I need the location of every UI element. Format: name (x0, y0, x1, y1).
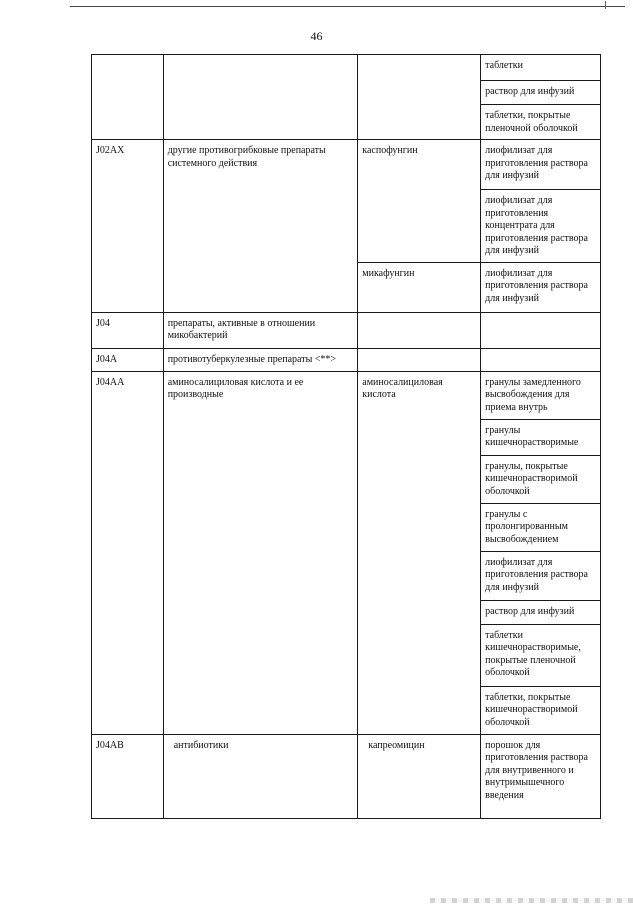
drug-cell (358, 312, 481, 348)
name-cell: противотуберкулезные препараты <**> (163, 348, 358, 371)
page-number: 46 (310, 29, 323, 43)
drug-cell: каспофунгин (358, 140, 481, 263)
name-cell: препараты, активные в отношении микобактерий (163, 312, 358, 348)
drug-cell (358, 55, 481, 140)
code-cell: J04AA (92, 371, 164, 734)
code-cell (92, 55, 164, 140)
form-cell: гранулы замедленного высвобождения для приема внутрь (481, 371, 601, 419)
table-row (92, 348, 601, 371)
header-rule (70, 6, 625, 7)
name-cell (163, 55, 358, 140)
form-cell: таблетки кишечнорастворимые, покрытые пленочной оболочкой (481, 624, 601, 686)
table-row (92, 140, 601, 190)
name-cell: аминосалициловая кислота и ее производные (163, 371, 358, 734)
code-cell: J04AB (92, 734, 164, 818)
form-cell: раствор для инфузий (481, 600, 601, 624)
form-cell: гранулы, покрытые кишечнорастворимой оболочкой (481, 455, 601, 503)
form-cell: лиофилизат для приготовления раствора для инфузий (481, 551, 601, 600)
form-cell: таблетки, покрытые пленочной оболочкой (481, 105, 601, 140)
code-cell: J04A (92, 348, 164, 371)
table-row (92, 734, 601, 818)
table-row (92, 312, 601, 348)
drug-cell: микафунгин (358, 262, 481, 312)
drug-cell: капреомицин (358, 734, 481, 818)
form-cell: таблетки (481, 55, 601, 81)
form-cell (481, 348, 601, 371)
header-rule-tick (605, 1, 606, 9)
name-cell: антибиотики (163, 734, 358, 818)
scan-artifact (430, 898, 633, 903)
drug-cell: аминосалициловая кислота (358, 371, 481, 734)
form-cell (481, 312, 601, 348)
form-cell: гранулы с пролонгированным высвобождением (481, 503, 601, 551)
form-cell: таблетки, покрытые кишечнорастворимой оболочкой (481, 686, 601, 734)
form-cell: порошок для приготовления раствора для внутривенного и внутримышечного введения (481, 734, 601, 818)
form-cell: лиофилизат для приготовления концентрата для приготовления раствора для инфузий (481, 190, 601, 263)
drug-list-table (91, 54, 601, 819)
table-row (92, 371, 601, 419)
form-cell: раствор для инфузий (481, 81, 601, 105)
code-cell: J02AX (92, 140, 164, 313)
name-cell: другие противогрибковые препараты системного действия (163, 140, 358, 313)
form-cell: лиофилизат для приготовления раствора для инфузий (481, 140, 601, 190)
form-cell: лиофилизат для приготовления раствора для инфузий (481, 262, 601, 312)
form-cell: гранулы кишечнорастворимые (481, 419, 601, 455)
table-row (92, 55, 601, 81)
drug-cell (358, 348, 481, 371)
code-cell: J04 (92, 312, 164, 348)
